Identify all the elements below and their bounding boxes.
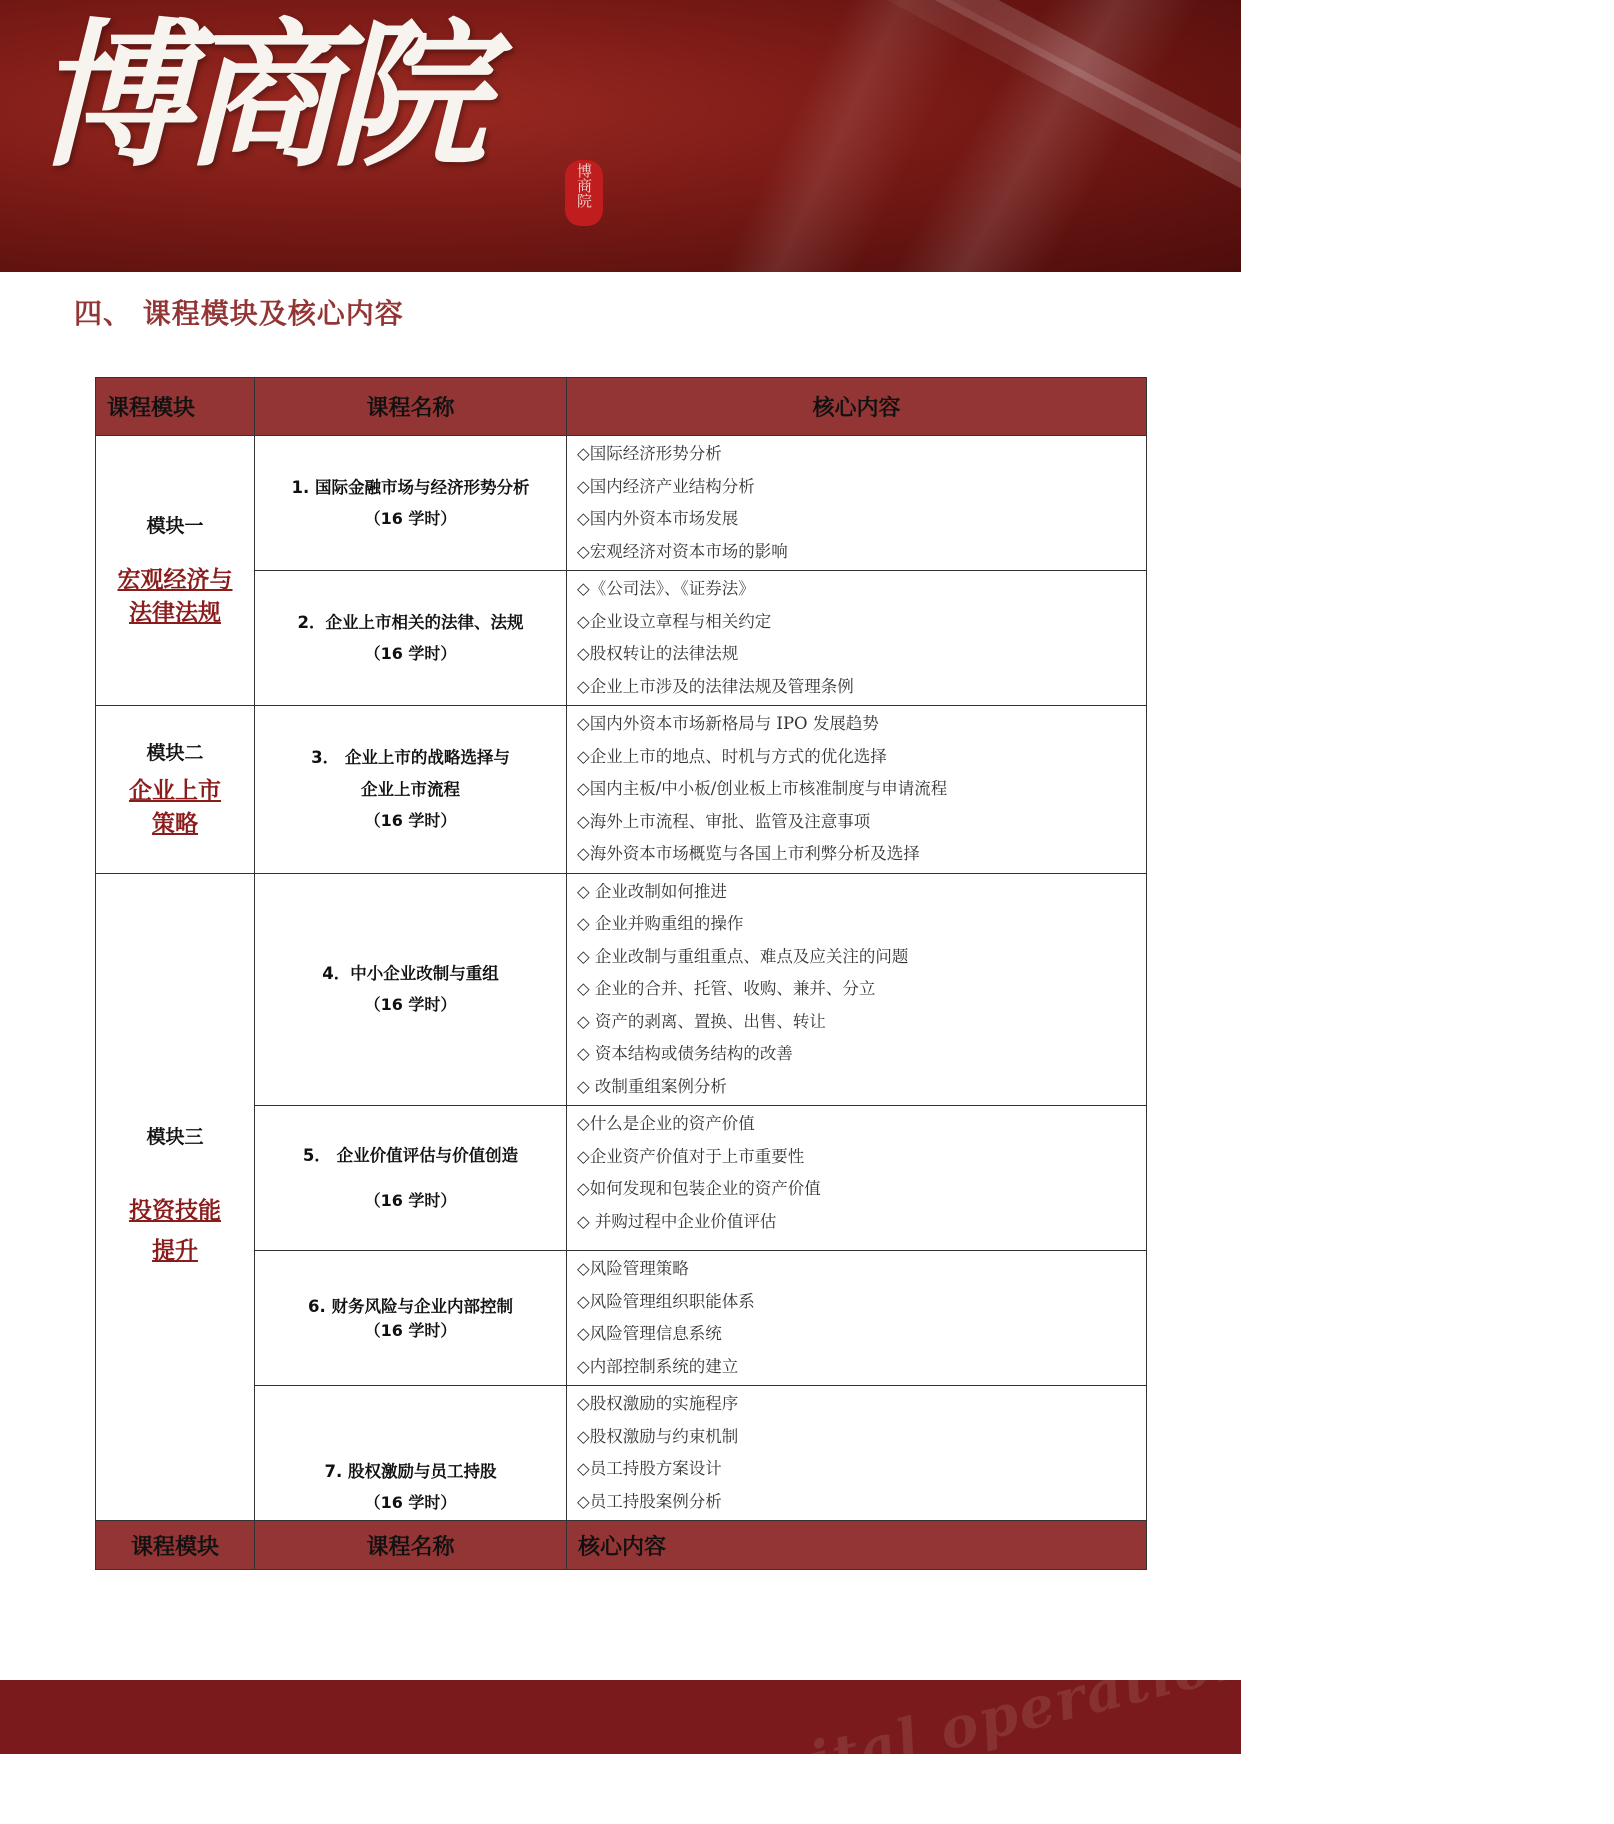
course-cell	[255, 873, 567, 1106]
module-name: 模块一	[146, 515, 204, 537]
list-item: ◇《公司法》、《证券法》	[577, 579, 755, 598]
content-list	[567, 1106, 1146, 1250]
course-cell	[255, 706, 567, 874]
content-list	[567, 1251, 1146, 1385]
list-item: ◇ 并购过程中企业价值评估	[577, 1211, 777, 1231]
content-list	[567, 571, 1146, 705]
module-subtitle-line: 投资技能	[129, 1198, 221, 1225]
content-cell	[567, 706, 1147, 874]
module-name: 模块二	[146, 741, 204, 764]
content-cell	[567, 1106, 1147, 1251]
module-subtitle	[96, 775, 254, 841]
course-hours: （16 学时）	[364, 1191, 457, 1210]
course-title: 3． 企业上市的战略选择与	[311, 748, 510, 768]
module-name: 模块三	[146, 1126, 204, 1149]
list-item: ◇员工持股方案设计	[577, 1459, 722, 1478]
content-cell	[567, 571, 1147, 706]
module-subtitle	[96, 1191, 254, 1271]
course-hours: （16 学时）	[364, 1493, 457, 1512]
list-item: ◇国内经济产业结构分析	[577, 476, 755, 496]
list-item: ◇什么是企业的资产价值	[577, 1114, 755, 1133]
course-title: 企业上市流程	[361, 780, 460, 800]
content-list	[567, 706, 1146, 873]
course-cell	[255, 1106, 567, 1251]
list-item: ◇企业资产价值对于上市重要性	[577, 1146, 805, 1166]
list-item: ◇国内外资本市场新格局与 IPO 发展趋势	[577, 714, 879, 733]
list-item: ◇ 企业改制如何推进	[577, 881, 727, 901]
module-subtitle-line: 宏观经济与	[117, 567, 233, 593]
course-hours: （16 学时）	[364, 1321, 457, 1340]
list-item: ◇国内主板/中小板/创业板上市核准制度与申请流程	[577, 779, 948, 798]
course-title: 7. 股权激励与员工持股	[324, 1462, 497, 1481]
list-item: ◇员工持股案例分析	[577, 1491, 722, 1511]
header-module: 课程模块	[96, 378, 255, 436]
course-hours: （16 学时）	[364, 995, 457, 1015]
course-hours: （16 学时）	[364, 509, 457, 528]
list-item: ◇如何发现和包装企业的资产价值	[577, 1179, 821, 1198]
table-header-row	[96, 378, 1147, 436]
list-item: ◇ 改制重组案例分析	[577, 1076, 727, 1096]
section-title: 四、 课程模块及核心内容	[74, 297, 404, 330]
list-item: ◇国际经济形势分析	[577, 444, 722, 463]
module-subtitle-line: 提升	[152, 1238, 198, 1265]
course-table	[95, 377, 1147, 1570]
list-item: ◇企业上市涉及的法律法规及管理条例	[577, 676, 854, 696]
list-item: ◇ 企业改制与重组重点、难点及应关注的问题	[577, 946, 909, 966]
list-item: ◇海外资本市场概览与各国上市利弊分析及选择	[577, 844, 920, 863]
list-item: ◇企业上市的地点、时机与方式的优化选择	[577, 746, 887, 766]
header-core-content: 核心内容	[567, 378, 1147, 436]
header-course-name: 课程名称	[255, 378, 567, 436]
module-cell	[96, 436, 255, 706]
seal-text: 博商院	[575, 163, 593, 208]
course-cell	[255, 1386, 567, 1521]
course-title: 1. 国际金融市场与经济形势分析	[291, 478, 530, 497]
course-hours: （16 学时）	[364, 644, 457, 663]
course-title: 2．企业上市相关的法律、法规	[297, 613, 524, 632]
list-item: ◇宏观经济对资本市场的影响	[577, 541, 788, 561]
table-row	[96, 436, 1147, 571]
footer-core-content: 核心内容	[567, 1521, 1147, 1570]
module-subtitle-line: 策略	[152, 810, 198, 837]
table-footer-row	[96, 1521, 1147, 1570]
list-item: ◇风险管理组织职能体系	[577, 1291, 755, 1311]
content-list	[567, 874, 1146, 1106]
course-title: 5． 企业价值评估与价值创造	[302, 1146, 519, 1165]
module-subtitle-line: 企业上市	[129, 777, 221, 804]
module-subtitle	[96, 564, 254, 630]
list-item: ◇风险管理信息系统	[577, 1324, 722, 1343]
footer-watermark: capital operation	[690, 1621, 1261, 1824]
list-item: ◇股权转让的法律法规	[577, 644, 739, 663]
banner-decoration	[806, 0, 1614, 380]
module-subtitle-line: 法律法规	[129, 600, 221, 626]
footer-module: 课程模块	[96, 1521, 255, 1570]
course-title: 6. 财务风险与企业内部控制	[308, 1297, 513, 1316]
content-cell	[567, 873, 1147, 1106]
brand-logo: 博商院	[34, 4, 478, 189]
list-item: ◇ 企业的合并、托管、收购、兼并、分立	[577, 979, 876, 998]
list-item: ◇企业设立章程与相关约定	[577, 611, 772, 631]
list-item: ◇股权激励与约束机制	[577, 1426, 739, 1446]
content-list	[567, 436, 1146, 570]
list-item: ◇ 企业并购重组的操作	[577, 914, 744, 933]
course-cell	[255, 1251, 567, 1386]
seal-stamp	[565, 160, 603, 226]
list-item: ◇ 资本结构或债务结构的改善	[577, 1044, 793, 1063]
course-title: 4．中小企业改制与重组	[322, 964, 499, 984]
table-row	[96, 873, 1147, 1106]
course-cell	[255, 436, 567, 571]
list-item: ◇海外上市流程、审批、监管及注意事项	[577, 811, 871, 831]
list-item: ◇内部控制系统的建立	[577, 1356, 739, 1376]
module-cell	[96, 706, 255, 874]
content-cell	[567, 1251, 1147, 1386]
footer-course-name: 课程名称	[255, 1521, 567, 1570]
list-item: ◇风险管理策略	[577, 1259, 689, 1278]
footer-band	[0, 1621, 1261, 1824]
course-hours: （16 学时）	[364, 811, 457, 831]
module-cell	[96, 873, 255, 1521]
table-row	[96, 706, 1147, 874]
list-item: ◇股权激励的实施程序	[577, 1394, 739, 1413]
content-cell	[567, 1386, 1147, 1521]
content-list	[567, 1386, 1146, 1520]
list-item: ◇国内外资本市场发展	[577, 509, 739, 528]
course-cell	[255, 571, 567, 706]
list-item: ◇ 资产的剥离、置换、出售、转让	[577, 1011, 826, 1031]
header-banner	[0, 0, 1241, 272]
content-cell	[567, 436, 1147, 571]
